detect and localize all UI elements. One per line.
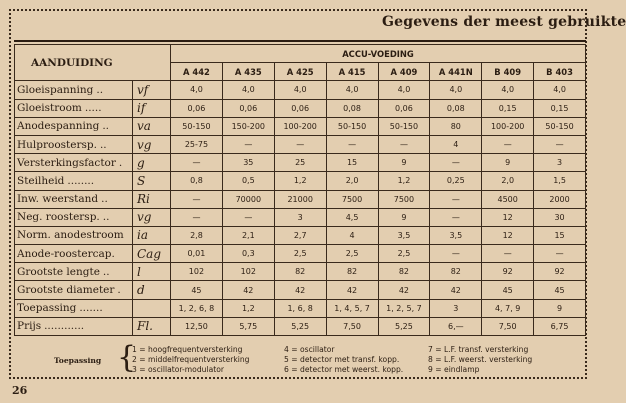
row-symbol: g [133,154,171,172]
row-symbol: Ri [133,190,171,208]
table-row [15,317,586,335]
table-cell: 0,5 [222,172,274,190]
table-cell: 0,3 [222,245,274,263]
table-cell: — [274,135,326,153]
table-cell: 2,8 [171,226,223,244]
table-cell: — [171,154,223,172]
table-cell: — [326,135,378,153]
row-symbol: l [133,263,171,281]
table-cell: 0,8 [171,172,223,190]
table-cell: 2,5 [378,245,430,263]
table-cell: 2,1 [222,226,274,244]
table-cell: 50-150 [378,117,430,135]
table-cell: — [482,245,534,263]
table-cell: 9 [482,154,534,172]
table-row [15,81,586,99]
table-cell: 4500 [482,190,534,208]
table-cell: 0,01 [171,245,223,263]
table-cell: 7,50 [482,317,534,335]
table-cell: 2,7 [274,226,326,244]
table-cell: 5,25 [378,317,430,335]
legend-item: 8 = L.F. weerst. versterking [428,355,533,364]
table-cell: 0,08 [326,99,378,117]
table-cell: 7500 [326,190,378,208]
legend-item: 9 = eindlamp [428,365,480,374]
table-cell: 4,0 [222,81,274,99]
table-cell: 0,06 [378,99,430,117]
table-cell: 42 [378,281,430,299]
table-cell: 1,5 [534,172,586,190]
table-cell: 82 [274,263,326,281]
table-cell: — [430,154,482,172]
table-cell: 4 [430,135,482,153]
row-label: Gloeispanning .. [15,81,133,99]
table-cell: 4,0 [378,81,430,99]
table-cell: 4, 7, 9 [482,299,534,317]
table-cell: 4 [326,226,378,244]
table-cell: — [534,135,586,153]
table-cell: 4,0 [171,81,223,99]
table-cell: 15 [534,226,586,244]
table-cell: 82 [326,263,378,281]
page-title: Gegevens der meest gebruikte [382,14,626,30]
table-cell: — [534,245,586,263]
table-cell: 150-200 [222,117,274,135]
table-cell: 3 [534,154,586,172]
legend-brace: { [117,340,137,375]
table-cell: 0,06 [171,99,223,117]
table-row [15,245,586,263]
legend-item: 3 = oscillator-modulator [132,365,224,374]
label-column-header: AANDUIDING [15,45,171,81]
table-cell: 12 [482,226,534,244]
table-cell: 5,25 [274,317,326,335]
column-header: A 435 [222,63,274,81]
row-label: Versterkingsfactor . [15,154,133,172]
row-label: Norm. anodestroom [15,226,133,244]
row-symbol [133,299,171,317]
row-symbol: S [133,172,171,190]
table-cell: 12,50 [171,317,223,335]
row-label: Prijs ............ [15,317,133,335]
table-cell: — [430,208,482,226]
table-cell: 7,50 [326,317,378,335]
table-cell: 3,5 [378,226,430,244]
table-cell: 92 [534,263,586,281]
table-row [15,172,586,190]
row-label: Toepassing ....... [15,299,133,317]
legend-head: Toepassing [54,356,102,365]
table-cell: 6,— [430,317,482,335]
legend-item: 6 = detector met weerst. kopp. [284,365,404,374]
row-label: Neg. roostersp. .. [15,208,133,226]
row-label: Gloeistroom ..... [15,99,133,117]
table-cell: 50-150 [534,117,586,135]
table-cell: 1,2 [222,299,274,317]
table-cell: 4,0 [482,81,534,99]
row-symbol: vg [133,208,171,226]
table-cell: 7500 [378,190,430,208]
table-row [15,263,586,281]
legend-item: 5 = detector met transf. kopp. [284,355,400,364]
table-cell: 0,06 [222,99,274,117]
table-cell: 45 [482,281,534,299]
table-cell: — [222,208,274,226]
table-cell: 3 [430,299,482,317]
table-cell: 2,0 [482,172,534,190]
table-cell: 82 [430,263,482,281]
table-cell: 45 [534,281,586,299]
table-cell: 2000 [534,190,586,208]
table-cell: 12 [482,208,534,226]
table-cell: — [430,190,482,208]
column-header: A 425 [274,63,326,81]
group-header: ACCU-VOEDING [171,45,586,63]
row-label: Hulproostersp. .. [15,135,133,153]
table-row [15,208,586,226]
table-cell: 5,75 [222,317,274,335]
table-cell: 70000 [222,190,274,208]
table-cell: 4,0 [534,81,586,99]
table-cell: — [430,245,482,263]
table-cell: 0,25 [430,172,482,190]
table-cell: — [378,135,430,153]
table-cell: 50-150 [171,117,223,135]
table-row [15,135,586,153]
column-header: A 441N [430,63,482,81]
table-row [15,190,586,208]
table-cell: 3 [274,208,326,226]
legend [20,340,580,375]
table-cell: 2,0 [326,172,378,190]
table-cell: 1,2 [274,172,326,190]
table-cell: 42 [430,281,482,299]
table-cell: 3,5 [430,226,482,244]
table-cell: — [482,135,534,153]
column-header: B 409 [482,63,534,81]
table-cell: 0,08 [430,99,482,117]
table-cell: 2,5 [326,245,378,263]
row-symbol: if [133,99,171,117]
column-header: A 409 [378,63,430,81]
table-cell: — [171,208,223,226]
column-header: A 442 [171,63,223,81]
row-symbol: vg [133,135,171,153]
table-cell: 4,0 [430,81,482,99]
table-row [15,99,586,117]
table-cell: 25-75 [171,135,223,153]
table-cell: 4,0 [274,81,326,99]
table-cell: 0,15 [534,99,586,117]
table-cell: 45 [171,281,223,299]
table-row [15,117,586,135]
column-header: B 403 [534,63,586,81]
column-header: A 415 [326,63,378,81]
table-row [15,281,586,299]
table-cell: 1, 4, 5, 7 [326,299,378,317]
table-cell: 21000 [274,190,326,208]
row-symbol: d [133,281,171,299]
table-cell: 2,5 [274,245,326,263]
table-cell: 4,5 [326,208,378,226]
row-symbol: vf [133,81,171,99]
row-label: Anodespanning .. [15,117,133,135]
table-cell: 1, 2, 6, 8 [171,299,223,317]
legend-item: 4 = oscillator [284,345,335,354]
table-cell: 1, 6, 8 [274,299,326,317]
row-label: Inw. weerstand .. [15,190,133,208]
table-body [15,81,586,336]
table-cell: 102 [222,263,274,281]
row-label: Anode-roostercap. [15,245,133,263]
row-symbol: Fl. [133,317,171,335]
page-number: 26 [12,384,28,397]
table-cell: 80 [430,117,482,135]
table-cell: — [222,135,274,153]
table-cell: 15 [326,154,378,172]
table-cell: 100-200 [274,117,326,135]
table-cell: 82 [378,263,430,281]
table-row [15,299,586,317]
table-cell: 42 [326,281,378,299]
table-cell: 102 [171,263,223,281]
table-cell: 42 [222,281,274,299]
table-cell: 50-150 [326,117,378,135]
table-cell: 1, 2, 5, 7 [378,299,430,317]
tube-data-table [14,44,586,336]
table-row [15,154,586,172]
table-cell: 0,06 [274,99,326,117]
row-label: Grootste diameter . [15,281,133,299]
table-cell: 92 [482,263,534,281]
table-cell: 100-200 [482,117,534,135]
table-row [15,226,586,244]
table-cell: 9 [378,208,430,226]
row-symbol: va [133,117,171,135]
table-cell: 30 [534,208,586,226]
table-cell: 6,75 [534,317,586,335]
row-label: Steilheid ........ [15,172,133,190]
table-cell: 0,15 [482,99,534,117]
table-cell: 25 [274,154,326,172]
legend-item: 1 = hoogfrequentversterking [132,345,243,354]
table-cell: 1,2 [378,172,430,190]
table-cell: 9 [378,154,430,172]
row-label: Grootste lengte .. [15,263,133,281]
table-cell: 35 [222,154,274,172]
row-symbol: ia [133,226,171,244]
table-cell: 42 [274,281,326,299]
row-symbol: Cag [133,245,171,263]
legend-item: 7 = L.F. transf. versterking [428,345,529,354]
title-rule [14,40,586,42]
table-cell: 4,0 [326,81,378,99]
legend-item: 2 = middelfrequentversterking [132,355,250,364]
table-cell: — [171,190,223,208]
table-cell: 9 [534,299,586,317]
